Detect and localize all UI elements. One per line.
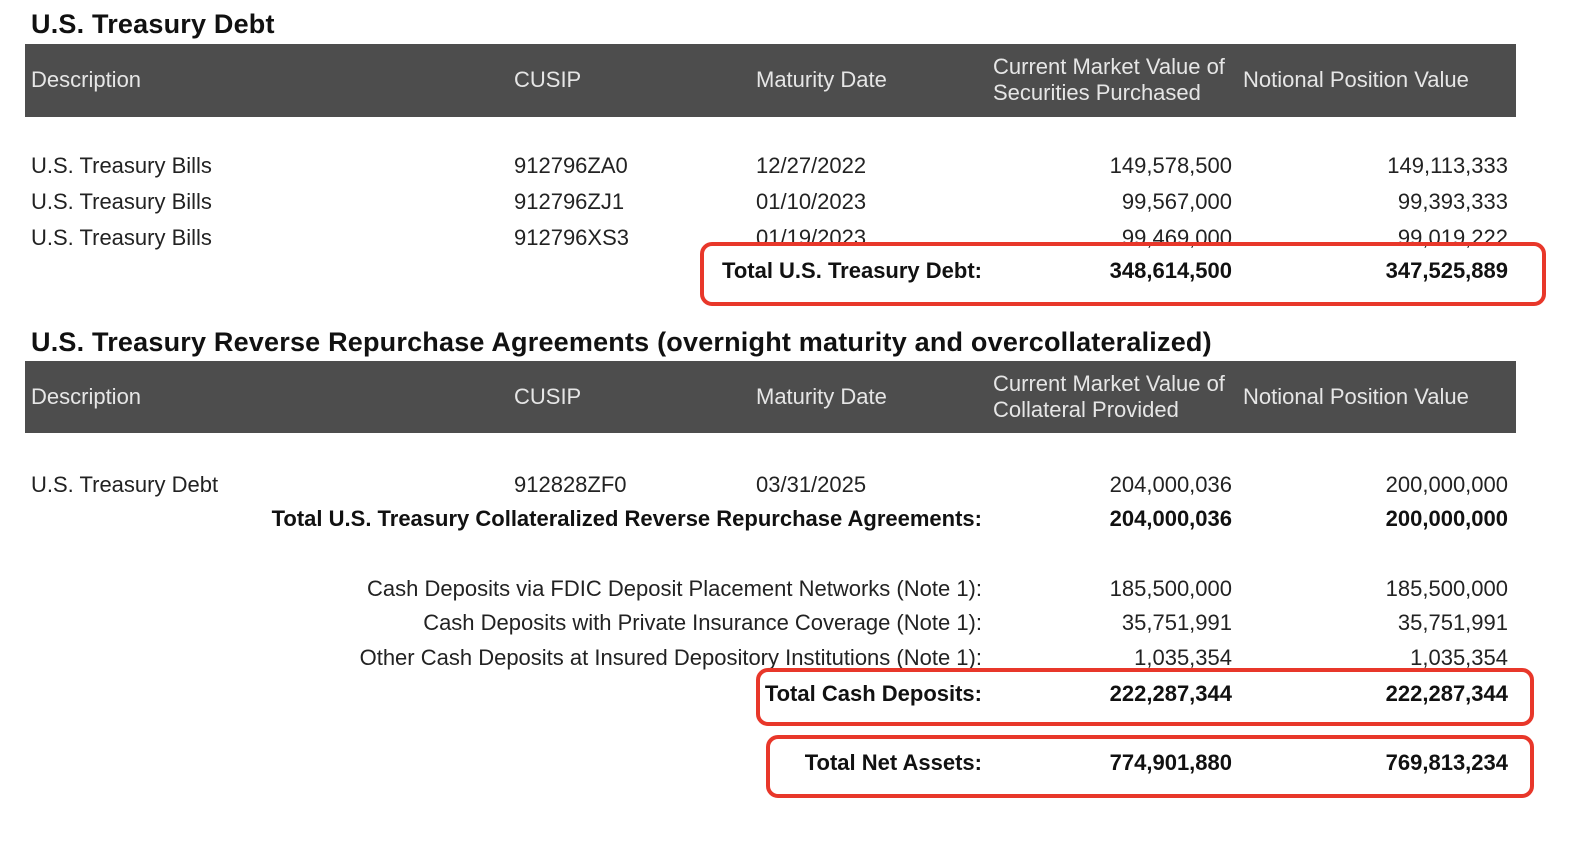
row-notional: 99,393,333 [1397, 189, 1508, 214]
header-market-value-line1: Current Market Value of [993, 54, 1225, 79]
total-notional: 200,000,000 [1385, 506, 1508, 531]
row-maturity: 01/19/2023 [756, 225, 867, 250]
row-cusip: 912828ZF0 [514, 472, 627, 497]
header-description: Description [31, 67, 142, 92]
cash-market-value: 35,751,991 [1121, 610, 1232, 635]
row-notional: 99,019,222 [1397, 225, 1508, 250]
row-cusip: 912796ZA0 [514, 153, 628, 178]
row-description: U.S. Treasury Debt [31, 472, 219, 497]
row-market-value: 149,578,500 [1109, 153, 1232, 178]
cash-label: Cash Deposits via FDIC Deposit Placement Networks (Note 1): [367, 576, 982, 601]
total-market-value: 774,901,880 [1109, 750, 1232, 775]
row-description: U.S. Treasury Bills [31, 225, 212, 250]
row-market-value: 99,469,000 [1121, 225, 1232, 250]
cash-market-value: 185,500,000 [1109, 576, 1232, 601]
table-header-reverse-repo [25, 361, 1516, 433]
total-label: Total U.S. Treasury Debt: [722, 258, 982, 283]
total-market-value: 204,000,036 [1109, 506, 1232, 531]
row-market-value: 99,567,000 [1121, 189, 1232, 214]
total-label: Total U.S. Treasury Collateralized Reverse Repurchase Agreements: [271, 506, 982, 531]
total-label: Total Net Assets: [804, 750, 982, 775]
total-market-value: 348,614,500 [1109, 258, 1232, 283]
row-notional: 200,000,000 [1385, 472, 1508, 497]
total-notional: 769,813,234 [1385, 750, 1508, 775]
header-notional: Notional Position Value [1243, 384, 1469, 409]
row-description: U.S. Treasury Bills [31, 189, 212, 214]
cash-market-value: 1,035,354 [1134, 645, 1232, 670]
header-cusip: CUSIP [514, 67, 582, 92]
total-market-value: 222,287,344 [1109, 681, 1232, 706]
row-cusip: 912796XS3 [514, 225, 629, 250]
cash-notional: 1,035,354 [1410, 645, 1508, 670]
row-notional: 149,113,333 [1387, 153, 1508, 178]
header-description: Description [31, 384, 142, 409]
header-notional: Notional Position Value [1243, 67, 1469, 92]
row-cusip: 912796ZJ1 [514, 189, 625, 214]
row-maturity: 03/31/2025 [756, 472, 867, 497]
cash-notional: 35,751,991 [1397, 610, 1508, 635]
header-maturity-date: Maturity Date [756, 67, 887, 92]
header-market-value-line2: Collateral Provided [993, 397, 1179, 422]
row-market-value: 204,000,036 [1109, 472, 1232, 497]
cash-label: Cash Deposits with Private Insurance Coverage (Note 1): [423, 610, 982, 635]
row-description: U.S. Treasury Bills [31, 153, 212, 178]
header-maturity-date: Maturity Date [756, 384, 887, 409]
cash-label: Other Cash Deposits at Insured Depository Institutions (Note 1): [359, 645, 982, 670]
header-market-value-line1: Current Market Value of [993, 371, 1225, 396]
total-label: Total Cash Deposits: [764, 681, 982, 706]
row-maturity: 01/10/2023 [756, 189, 867, 214]
header-market-value-line2: Securities Purchased [993, 80, 1201, 105]
total-notional: 347,525,889 [1385, 258, 1508, 283]
section-title-treasury-debt: U.S. Treasury Debt [31, 9, 275, 39]
header-cusip: CUSIP [514, 384, 582, 409]
cash-notional: 185,500,000 [1385, 576, 1508, 601]
table-header-treasury-debt [25, 44, 1516, 117]
total-notional: 222,287,344 [1385, 681, 1508, 706]
row-maturity: 12/27/2022 [756, 153, 867, 178]
section-title-reverse-repo: U.S. Treasury Reverse Repurchase Agreements (overnight maturity and overcollateralized) [31, 327, 1212, 357]
